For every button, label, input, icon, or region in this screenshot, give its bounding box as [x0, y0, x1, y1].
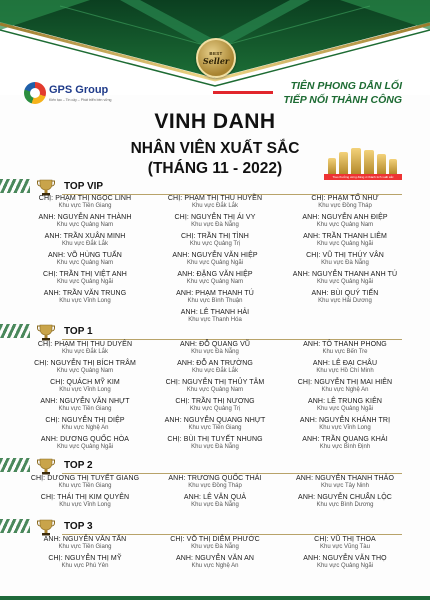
honoree-name: CHỊ: NGUYỄN THỊ ÁI VY [174, 214, 256, 221]
honoree-entry [152, 308, 278, 324]
section-label: TOP VIP [64, 181, 104, 192]
honoree-entry [152, 435, 278, 451]
honoree-entry [152, 474, 278, 490]
honoree-name: CHỊ: PHẠM THỊ THU DUYÊN [37, 341, 133, 348]
honoree-region: Khu vực Hải Dương [318, 298, 372, 304]
honoree-entry [22, 251, 148, 267]
medal-line2: Seller [202, 55, 230, 66]
honoree-region: Khu vực Quảng Nam [186, 387, 244, 393]
honoree-region: Khu vực Đồng Tháp [188, 483, 242, 489]
honoree-region: Khu vực Quảng Trị [189, 241, 241, 247]
honoree-entry [152, 340, 278, 356]
honoree-region: Khu vực Quảng Ngãi [316, 279, 374, 285]
honoree-region: Khu vực Đà Nẵng [191, 544, 239, 550]
honoree-entry [152, 213, 278, 229]
honoree-name: CHỊ: NGUYỄN THỊ THỦY TÂM [165, 379, 265, 386]
honoree-region: Khu vực Đà Nẵng [191, 444, 239, 450]
honoree-region: Khu vực Đắk Lắk [191, 203, 239, 209]
logo-tagline: Kiến tạo – Tin cậy – Phát triển bền vững [49, 98, 112, 102]
honoree-region: Khu vực Quảng Ngãi [316, 406, 374, 412]
trophy-icon [36, 322, 56, 342]
honoree-grid [22, 535, 408, 573]
honoree-entry [152, 416, 278, 432]
honoree-name: ANH: NGUYỄN VĂN THỌ [303, 555, 387, 562]
honoree-region: Khu vực Tiền Giang [58, 406, 112, 412]
honoree-region: Khu vực Đà Nẵng [321, 260, 369, 266]
honoree-entry [152, 554, 278, 570]
honoree-region: Khu vực Quảng Nam [56, 260, 114, 266]
honoree-entry [282, 554, 408, 570]
honoree-entry [22, 232, 148, 248]
honoree-entry [22, 416, 148, 432]
honoree-name: CHỊ: VÕ THỊ DIỄM PHƯỚC [170, 536, 260, 543]
honoree-name: ANH: NGUYỄN VĂN NHỰT [40, 398, 130, 405]
honoree-grid [22, 474, 408, 512]
honoree-entry [282, 270, 408, 286]
honoree-entry [282, 194, 408, 210]
honoree-entry [152, 535, 278, 551]
honoree-entry [282, 416, 408, 432]
decorative-stripes [0, 458, 30, 472]
honoree-name: ANH: DƯƠNG QUỐC HÒA [40, 436, 130, 443]
honoree-entry [282, 232, 408, 248]
honoree-name: ANH: TRẦN XUÂN MINH [44, 233, 126, 240]
honoree-entry [22, 359, 148, 375]
honoree-entry [282, 251, 408, 267]
honoree-entry [282, 535, 408, 551]
honoree-entry [22, 435, 148, 451]
honoree-region: Khu vực Đắk Lắk [61, 349, 109, 355]
honoree-region: Khu vực Đà Nẵng [191, 502, 239, 508]
honoree-entry [152, 289, 278, 305]
honoree-name: CHỊ: VŨ THỊ THÚY VÂN [306, 252, 384, 259]
honoree-region: Khu vực Quảng Ngãi [186, 260, 244, 266]
honoree-name: ANH: LÊ ĐẠI CHÂU [312, 360, 378, 367]
honoree-region: Khu vực Nghệ An [191, 563, 239, 569]
honoree-entry [282, 213, 408, 229]
honoree-entry [282, 289, 408, 305]
logo-mark-icon [24, 82, 46, 104]
trophy-display-icon [324, 148, 402, 180]
slogan-accent-bar [213, 91, 273, 94]
honoree-region: Khu vực Đà Nẵng [191, 222, 239, 228]
slogan-line1: TIÊN PHONG DẪN LỐI [290, 80, 402, 92]
honoree-name: ANH: NGUYỄN ANH ĐIỆP [302, 214, 388, 221]
decorative-stripes [0, 519, 30, 533]
honoree-entry [22, 535, 148, 551]
footer-bar [0, 596, 430, 600]
honoree-region: Khu vực Tiền Giang [188, 425, 242, 431]
trophy-caption: Trao thưởng xứng đáng vì thành tích xuất sắc [332, 175, 394, 179]
section-label: TOP 1 [64, 326, 93, 337]
honoree-region: Khu vực Tiền Giang [58, 203, 112, 209]
honoree-region: Khu vực Quảng Ngãi [316, 563, 374, 569]
honoree-region: Khu vực Vĩnh Long [59, 387, 111, 393]
honoree-name: CHỊ: BÙI THỊ TUYẾT NHUNG [167, 436, 263, 443]
honoree-name: ANH: NGUYỄN QUANG NHỰT [164, 417, 266, 424]
honoree-entry [152, 359, 278, 375]
honoree-region: Khu vực Đà Nẵng [191, 349, 239, 355]
honoree-entry [152, 251, 278, 267]
honoree-entry [152, 378, 278, 394]
honoree-region: Khu vực Vĩnh Long [319, 425, 371, 431]
honoree-name: CHỊ: PHẠM THỊ THU HUYỀN [167, 195, 263, 202]
honoree-name: CHỊ: DƯƠNG THỊ TUYẾT GIANG [30, 475, 140, 482]
honoree-region: Khu vực Vĩnh Long [59, 502, 111, 508]
section-label: TOP 2 [64, 460, 93, 471]
honoree-name: ANH: LÊ VĂN QUẢ [183, 494, 247, 501]
honoree-entry [152, 270, 278, 286]
honoree-entry [22, 213, 148, 229]
honoree-region: Khu vực Quảng Ngãi [56, 444, 114, 450]
honoree-entry [282, 397, 408, 413]
honoree-name: ANH: LÊ TRUNG KIÊN [307, 398, 383, 405]
honoree-region: Khu vực Nghệ An [61, 425, 109, 431]
medal-line1: BEST [209, 50, 223, 56]
honoree-region: Khu vực Tiền Giang [58, 483, 112, 489]
honoree-entry [152, 397, 278, 413]
honoree-region: Khu vực Quảng Nam [316, 222, 374, 228]
honoree-entry [22, 340, 148, 356]
honoree-name: CHỊ: NGUYỄN THỊ DIỆP [45, 417, 125, 424]
honoree-name: ANH: NGUYỄN VĂN AN [175, 555, 255, 562]
honoree-entry [22, 493, 148, 509]
honoree-entry [22, 270, 148, 286]
honoree-grid [22, 340, 408, 454]
honoree-entry [282, 378, 408, 394]
company-logo [24, 82, 116, 108]
honoree-entry [22, 194, 148, 210]
honoree-entry [282, 359, 408, 375]
honoree-entry [152, 493, 278, 509]
honoree-region: Khu vực Bến Tre [322, 349, 368, 355]
honoree-grid [22, 194, 408, 327]
honoree-region: Khu vực Thanh Hóa [188, 317, 242, 323]
honoree-region: Khu vực Hồ Chí Minh [316, 368, 374, 374]
decorative-stripes [0, 179, 30, 193]
honoree-name: ANH: NGUYỄN KHÁNH TRỊ [299, 417, 391, 424]
honoree-name: ANH: LÊ THANH HẢI [180, 309, 250, 316]
trophy-icon [36, 517, 56, 537]
honoree-region: Khu vực Bình Dương [316, 502, 374, 508]
honoree-name: ANH: TÔ THANH PHONG [303, 341, 387, 348]
honoree-region: Khu vực Quảng Ngãi [316, 241, 374, 247]
honoree-name: CHỊ: THÁI THỊ KIM QUYÊN [40, 494, 130, 501]
page-subtitle: NHÂN VIÊN XUẤT SẮC [130, 140, 300, 157]
honoree-name: ANH: NGUYỄN VĂN TẤN [43, 536, 127, 543]
honoree-name: CHỊ: TRẦN THỊ VIỆT ANH [43, 271, 127, 278]
page-title: VINH DANH [154, 110, 276, 133]
honoree-name: ANH: NGUYỄN CHUẨN LỘC [298, 494, 392, 501]
honoree-entry [22, 474, 148, 490]
honoree-region: Khu vực Vũng Tàu [320, 544, 370, 550]
honoree-name: CHỊ: QUÁCH MỸ KIM [50, 379, 120, 386]
honoree-entry [152, 232, 278, 248]
honoree-name: CHỊ: TRẦN THỊ NƯƠNG [175, 398, 255, 405]
honoree-name: ANH: TRẦN VĂN TRUNG [43, 290, 127, 297]
honoree-name: ANH: TRẦN QUANG KHẢI [302, 436, 388, 443]
honoree-name: CHỊ: NGUYỄN THỊ MỸ [48, 555, 122, 562]
honoree-name: ANH: ĐẶNG VĂN HIỆP [177, 271, 253, 278]
honoree-name: ANH: TRẦN THANH LIÊM [303, 233, 387, 240]
honoree-region: Khu vực Quảng Nam [56, 222, 114, 228]
page-period: (THÁNG 11 - 2022) [147, 160, 283, 177]
honoree-region: Khu vực Tiền Giang [58, 544, 112, 550]
honoree-region: Khu vực Đắk Lắk [191, 368, 239, 374]
honoree-entry [22, 397, 148, 413]
honoree-name: ANH: NGUYỄN THANH ANH TÚ [292, 271, 398, 278]
honoree-region: Khu vực Phú Yên [61, 563, 109, 569]
honoree-entry [152, 194, 278, 210]
honoree-region: Khu vực Vĩnh Long [59, 298, 111, 304]
honoree-region: Khu vực Quảng Ngãi [56, 279, 114, 285]
honoree-entry [22, 289, 148, 305]
honoree-entry [282, 474, 408, 490]
honoree-region: Khu vực Đắk Lắk [61, 241, 109, 247]
slogan [283, 80, 402, 106]
honoree-name: ANH: VÕ HÙNG TUẤN [48, 252, 122, 259]
honoree-name: CHỊ: NGUYỄN THỊ MAI HIÊN [297, 379, 393, 386]
honoree-name: ANH: NGUYỄN THANH THẢO [295, 475, 394, 482]
honoree-name: ANH: PHẠM THANH TÚ [176, 290, 254, 297]
decorative-stripes [0, 324, 30, 338]
honoree-entry [22, 378, 148, 394]
honoree-name: ANH: TRƯƠNG QUỐC THÁI [168, 475, 262, 482]
honoree-name: CHỊ: VŨ THỊ THOA [314, 536, 376, 543]
section-label: TOP 3 [64, 521, 93, 532]
honoree-name: CHỊ: NGUYỄN THỊ BÍCH TRÂM [34, 360, 136, 367]
honoree-entry [282, 435, 408, 451]
honoree-name: ANH: ĐỖ AN TRƯỜNG [177, 360, 253, 367]
honoree-name: ANH: BÙI QUÝ TIẾN [311, 290, 379, 297]
honoree-name: ANH: NGUYỄN ANH THÀNH [38, 214, 132, 221]
honoree-region: Khu vực Quảng Nam [186, 279, 244, 285]
honoree-name: CHỊ: TRẦN THỊ TÌNH [181, 233, 249, 240]
slogan-line2: TIẾP NỐI THÀNH CÔNG [283, 94, 402, 106]
honoree-region: Khu vực Quảng Nam [56, 368, 114, 374]
trophy-icon [36, 456, 56, 476]
honoree-entry [282, 340, 408, 356]
honoree-name: CHỊ: PHẠM TỐ NHƯ [311, 195, 379, 202]
honoree-region: Khu vực Nghệ An [321, 387, 369, 393]
honoree-name: ANH: ĐỖ QUANG VŨ [179, 341, 251, 348]
honoree-entry [282, 493, 408, 509]
honoree-region: Khu vực Đồng Tháp [318, 203, 372, 209]
honoree-region: Khu vực Quảng Trị [189, 406, 241, 412]
honoree-entry [22, 554, 148, 570]
honoree-region: Khu vực Bình Thuận [187, 298, 243, 304]
best-seller-medal [196, 38, 236, 78]
honoree-entry [282, 308, 408, 324]
honoree-name: CHỊ: PHẠM THỊ NGỌC LINH [38, 195, 132, 202]
honoree-region: Khu vực Bình Định [319, 444, 371, 450]
honoree-region: Khu vực Tây Ninh [321, 483, 369, 489]
logo-name: GPS Group [49, 84, 109, 96]
honoree-name: ANH: NGUYỄN VĂN HIỆP [172, 252, 258, 259]
